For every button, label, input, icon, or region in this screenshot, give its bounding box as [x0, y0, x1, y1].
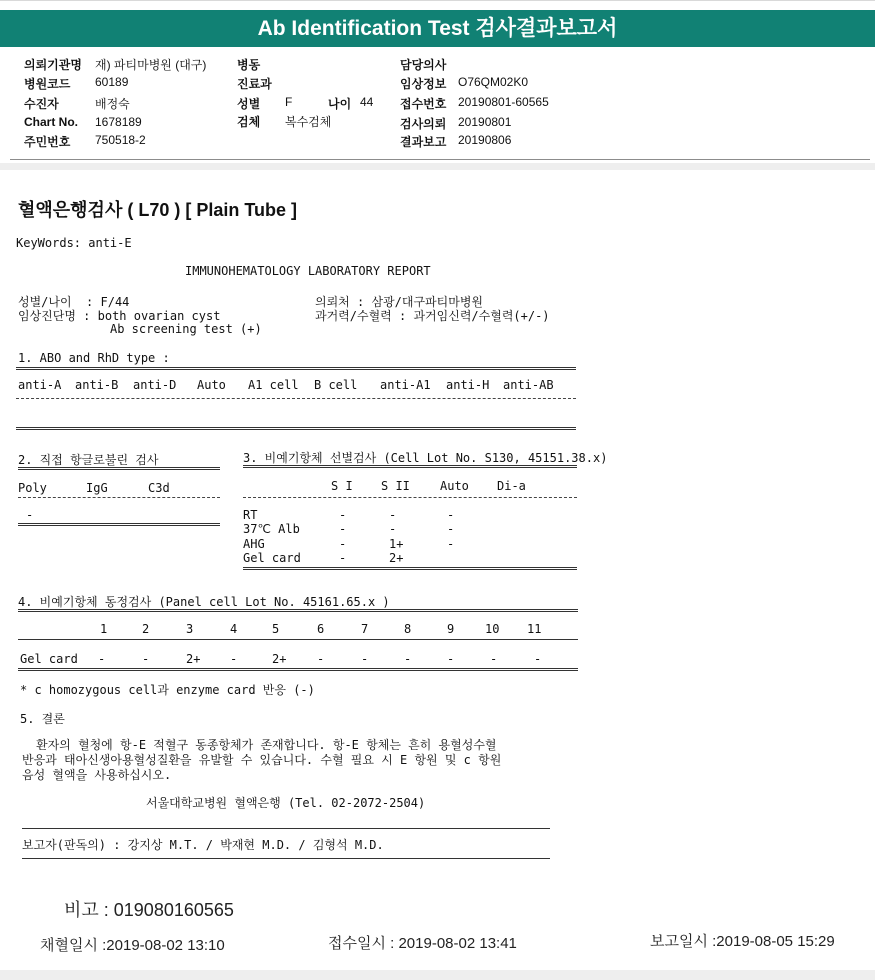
hospital-code-value: 60189: [95, 75, 129, 89]
reporter-line: 보고자(판독의) : 강지상 M.T. / 박재현 M.D. / 김형석 M.D.: [22, 838, 384, 852]
sex-label: 성별: [237, 97, 261, 111]
panel-cell-num: 9: [447, 622, 455, 636]
panel-mid-rule: [18, 639, 578, 640]
panel-cell-num: 2: [142, 622, 150, 636]
screen-bottom-rule: [243, 567, 577, 570]
specimen-label: 검체: [237, 115, 261, 129]
remark: 비고 : 019080160565: [64, 900, 234, 920]
chart-no-label: Chart No.: [24, 115, 78, 129]
screen-header: S II: [381, 479, 410, 493]
sex-age-line: 성별/나이 : F/44: [18, 295, 130, 309]
screen-cell: -: [447, 508, 455, 522]
panel-cell-num: 1: [100, 622, 108, 636]
blood-bank-contact: 서울대학교병원 혈액은행 (Tel. 02-2072-2504): [146, 796, 426, 810]
screen-top-rule: [243, 465, 577, 468]
panel-value: -: [361, 652, 369, 666]
panel-top-rule: [18, 609, 578, 612]
header-gap-band: [0, 163, 875, 170]
panel-value: -: [447, 652, 455, 666]
clinical-label: 임상정보: [400, 77, 447, 91]
diagnosis-line: 임상진단명 : both ovarian cyst: [18, 309, 221, 323]
diagnosis-line-2: Ab screening test (+): [110, 322, 262, 336]
report-date-value: 20190806: [458, 133, 512, 147]
panel-cell-num: 7: [361, 622, 369, 636]
conclusion-line: 환자의 혈청에 항-E 적혈구 동종항체가 존재합니다. 항-E 항체는 흔히 용혈성수혈: [36, 738, 497, 752]
age-value: 44: [360, 95, 374, 109]
panel-cell-num: 10: [485, 622, 500, 636]
panel-value: -: [404, 652, 412, 666]
screen-phase: Gel card: [243, 551, 301, 565]
bottom-band: [0, 970, 875, 980]
panel-bottom-rule: [18, 668, 578, 671]
screen-phase: AHG: [243, 537, 265, 551]
age-label: 나이: [328, 97, 352, 111]
sex-value: F: [285, 95, 293, 109]
receipt-value: 20190801-60565: [458, 95, 549, 109]
panel-value: -: [230, 652, 238, 666]
screen-cell: -: [389, 522, 397, 536]
abo-title: 1. ABO and RhD type :: [18, 351, 170, 365]
resident-no-value: 750518-2: [95, 133, 146, 147]
screen-cell: 2+: [389, 551, 404, 565]
abo-header: anti-D: [133, 378, 177, 392]
hospital-code-label: 병원코드: [24, 77, 71, 91]
clinical-value: O76QM02K0: [458, 75, 529, 89]
screen-cell: -: [447, 522, 455, 536]
doctor-label: 담당의사: [400, 58, 447, 72]
abo-top-rule: [16, 367, 576, 370]
screen-cell: -: [447, 537, 455, 551]
screen-cell: -: [339, 508, 347, 522]
screen-cell: -: [339, 522, 347, 536]
panel-value: 2+: [186, 652, 201, 666]
screen-cell: 1+: [389, 537, 404, 551]
dat-header: Poly: [18, 481, 47, 495]
recipient-label: 수진자: [24, 97, 59, 111]
screen-cell: -: [339, 551, 347, 565]
panel-row-label: Gel card: [20, 652, 78, 666]
report-title: Ab Identification Test 검사결과보고서: [257, 17, 618, 40]
abo-header: B cell: [314, 378, 358, 392]
reporter-top-rule: [22, 828, 550, 829]
abo-header: anti-A1: [380, 378, 431, 392]
header-rule: [10, 159, 870, 160]
institution-label: 의뢰기관명: [24, 58, 82, 72]
recipient-value: 배정숙: [95, 97, 130, 111]
reporter-bottom-rule: [22, 858, 550, 859]
institution-value: 재) 파티마병원 (대구): [95, 58, 207, 72]
title-banner: [0, 10, 875, 47]
panel-cell-num: 6: [317, 622, 325, 636]
panel-value: 2+: [272, 652, 287, 666]
chart-no-value: 1678189: [95, 115, 142, 129]
dat-bottom-rule: [18, 523, 220, 526]
abo-header: anti-H: [446, 378, 490, 392]
report-datetime: 보고일시 :2019-08-05 15:29: [650, 933, 835, 950]
panel-value: -: [317, 652, 325, 666]
acceptance-datetime: 접수일시 : 2019-08-02 13:41: [328, 935, 517, 952]
receipt-label: 접수번호: [400, 97, 447, 111]
resident-no-label: 주민번호: [24, 135, 71, 149]
abo-header: anti-B: [75, 378, 119, 392]
screen-header: S I: [331, 479, 353, 493]
dat-header: IgG: [86, 481, 108, 495]
top-border: [0, 0, 875, 1]
section-title: 혈액은행검사 ( L70 ) [ Plain Tube ]: [18, 200, 298, 220]
panel-value: -: [490, 652, 498, 666]
dept-label: 진료과: [237, 77, 272, 91]
screen-cell: -: [339, 537, 347, 551]
lab-report-title: IMMUNOHEMATOLOGY LABORATORY REPORT: [185, 264, 431, 278]
abo-header: anti-A: [18, 378, 62, 392]
dat-header: C3d: [148, 481, 170, 495]
abo-mid-rule: [16, 398, 576, 399]
panel-cell-num: 11: [527, 622, 542, 636]
dat-value: -: [26, 508, 34, 522]
screen-title: 3. 비예기항체 선별검사 (Cell Lot No. S130, 45151.38.x): [243, 451, 608, 465]
panel-cell-num: 5: [272, 622, 280, 636]
report-date-label: 결과보고: [400, 135, 447, 149]
referral-line: 의뢰처 : 삼광/대구파티마병원: [315, 295, 484, 309]
screen-phase: RT: [243, 508, 258, 522]
screen-header: Auto: [440, 479, 469, 493]
screen-header: Di-a: [497, 479, 526, 493]
conclusion-title: 5. 결론: [20, 712, 65, 726]
screen-phase: 37℃ Alb: [243, 522, 300, 536]
transfusion-line: 과거력/수혈력 : 과거임신력/수혈력(+/-): [315, 309, 550, 323]
specimen-value: 복수검체: [285, 115, 332, 129]
panel-cell-num: 4: [230, 622, 238, 636]
abo-header: anti-AB: [503, 378, 554, 392]
dat-title: 2. 직접 항글로불린 검사: [18, 453, 159, 467]
abo-header: A1 cell: [248, 378, 299, 392]
conclusion-line: 반응과 태아신생아용혈성질환을 유발할 수 있습니다. 수혈 필요 시 E 항원 및 c 항원: [22, 753, 502, 767]
dat-top-rule: [18, 467, 220, 470]
screen-mid-rule: [243, 497, 577, 498]
ward-label: 병동: [237, 58, 261, 72]
collection-datetime: 채혈일시 :2019-08-02 13:10: [40, 937, 225, 954]
abo-bottom-rule: [16, 427, 576, 430]
panel-cell-num: 8: [404, 622, 412, 636]
panel-cell-num: 3: [186, 622, 194, 636]
request-value: 20190801: [458, 115, 512, 129]
panel-note: * c homozygous cell과 enzyme card 반응 (-): [20, 683, 315, 697]
screen-cell: -: [389, 508, 397, 522]
request-label: 검사의뢰: [400, 117, 447, 131]
panel-title: 4. 비예기항체 동정검사 (Panel cell Lot No. 45161.65.x ): [18, 595, 390, 609]
conclusion-line: 음성 혈액을 사용하십시오.: [22, 768, 172, 782]
keywords: KeyWords: anti-E: [16, 236, 132, 250]
panel-value: -: [142, 652, 150, 666]
panel-value: -: [98, 652, 106, 666]
abo-header: Auto: [197, 378, 226, 392]
panel-value: -: [534, 652, 542, 666]
dat-mid-rule: [18, 497, 220, 498]
